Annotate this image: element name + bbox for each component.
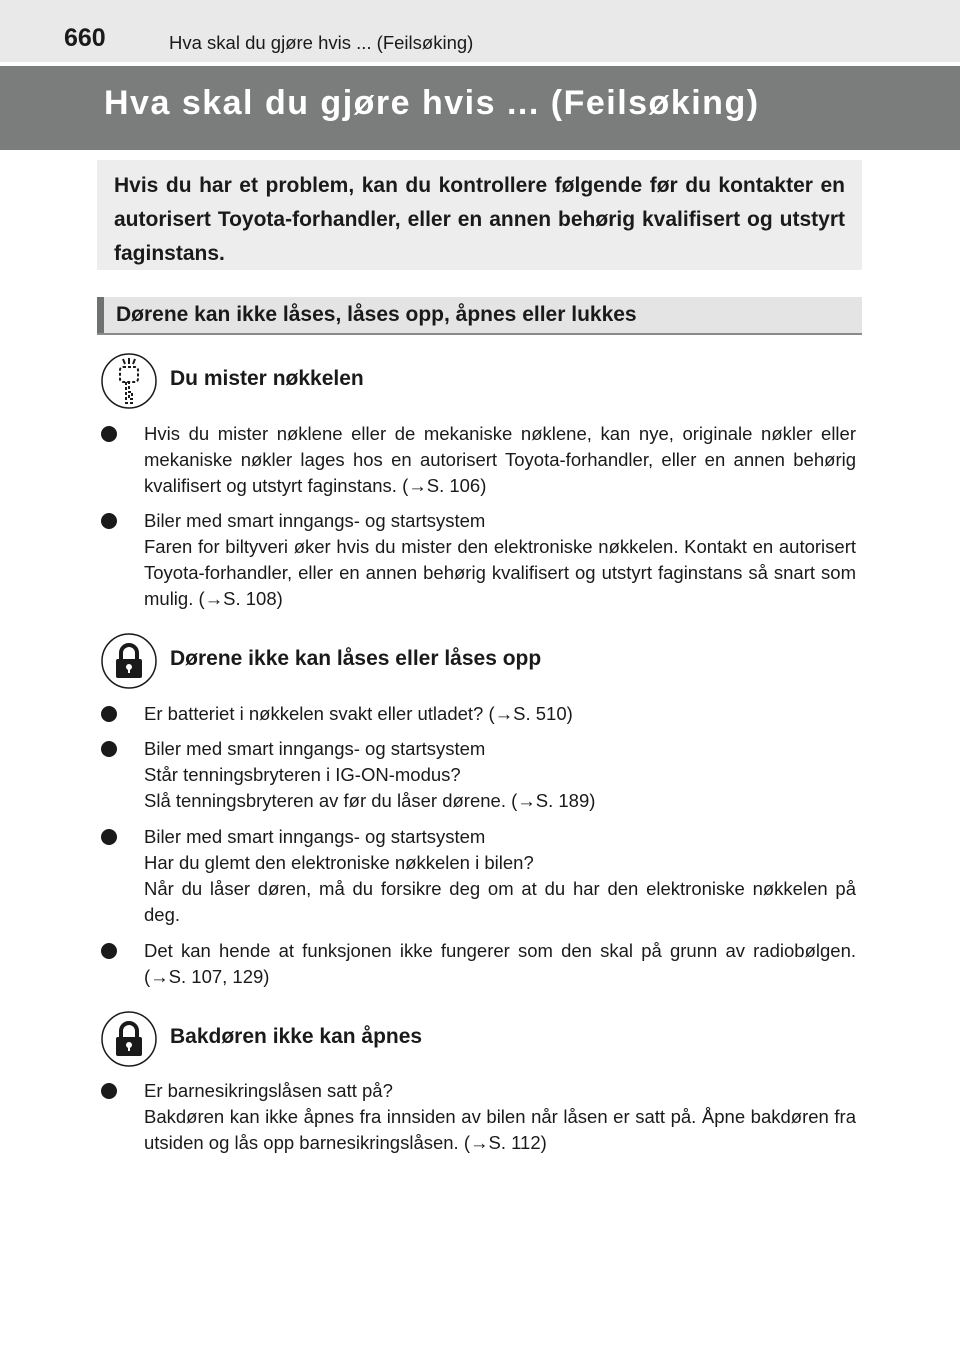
- subsection-title: Dørene ikke kan låses eller låses opp: [170, 647, 542, 670]
- list-item: [101, 421, 856, 499]
- padlock-icon: [101, 633, 157, 689]
- list-item: [101, 938, 856, 990]
- subsection-title: Bakdøren ikke kan åpnes: [170, 1025, 423, 1048]
- bullet-text: Er barnesikringslåsen satt på?: [144, 1080, 393, 1101]
- bullet-icon: [101, 943, 117, 959]
- padlock-icon: [101, 1011, 157, 1067]
- key-icon: [101, 353, 157, 409]
- bullet-icon: [101, 426, 117, 442]
- bullet-text: Er batteriet i nøkkelen svakt eller utladet? (→S. 510): [144, 703, 573, 724]
- list-item: [101, 824, 856, 928]
- bullet-icon: [101, 741, 117, 757]
- bullet-icon: [101, 513, 117, 529]
- subsection-title: Du mister nøkkelen: [170, 367, 364, 390]
- bullet-text: Har du glemt den elektroniske nøkkelen i bilen?: [144, 852, 534, 873]
- bullet-text: Slå tenningsbryteren av før du låser dørene. (→S. 189): [144, 790, 596, 811]
- title-banner: [0, 66, 960, 150]
- running-header: Hva skal du gjøre hvis ... (Feilsøking): [169, 32, 474, 53]
- header-band: [0, 0, 960, 62]
- section-accent-bar: [97, 297, 104, 333]
- list-item: [101, 701, 856, 727]
- list-item: [101, 736, 856, 814]
- page-number: 660: [64, 24, 106, 52]
- bullet-text: Biler med smart inngangs- og startsystem: [144, 510, 486, 531]
- bullet-icon: [101, 706, 117, 722]
- list-item: [101, 1078, 856, 1156]
- bullet-text: Når du låser døren, må du forsikre deg om at du har den elektroniske nøkkelen på deg.: [144, 878, 856, 925]
- list-item: [101, 508, 856, 612]
- page-title: Hva skal du gjøre hvis ... (Feilsøking): [104, 84, 760, 122]
- bullet-icon: [101, 1083, 117, 1099]
- bullet-text: Det kan hende at funksjonen ikke fungerer som den skal på grunn av radiobølgen. (→S. 107, 129): [144, 940, 856, 987]
- bullet-text: Biler med smart inngangs- og startsystem: [144, 738, 486, 759]
- section-heading: [97, 297, 862, 335]
- intro-box: [97, 160, 862, 270]
- bullet-icon: [101, 829, 117, 845]
- intro-text: Hvis du har et problem, kan du kontrollere følgende før du kontakter en autorisert Toyota-forhandler, eller en annen behørig kvalifisert og utstyrt faginstans.: [114, 174, 845, 265]
- bullet-text: Hvis du mister nøklene eller de mekaniske nøklene, kan nye, originale nøkler eller mekaniske nøkler lages hos en autorisert Toyota-forhandler, eller en annen behørig kvalifisert og utstyrt faginstans. (→S. 106): [144, 423, 856, 496]
- bullet-text: Bakdøren kan ikke åpnes fra innsiden av bilen når låsen er satt på. Åpne bakdøren fra utsiden og lås opp barnesikringslåsen. (→S. 112): [144, 1106, 856, 1153]
- section-title: Dørene kan ikke låses, låses opp, åpnes eller lukkes: [116, 303, 637, 326]
- bullet-text: Står tenningsbryteren i IG-ON-modus?: [144, 764, 461, 785]
- bullet-text: Faren for biltyveri øker hvis du mister den elektroniske nøkkelen. Kontakt en autorisert Toyota-forhandler, eller en annen behørig kvalifisert og utstyrt faginstans så snart som mulig. (→S. 108): [144, 536, 856, 609]
- bullet-text: Biler med smart inngangs- og startsystem: [144, 826, 486, 847]
